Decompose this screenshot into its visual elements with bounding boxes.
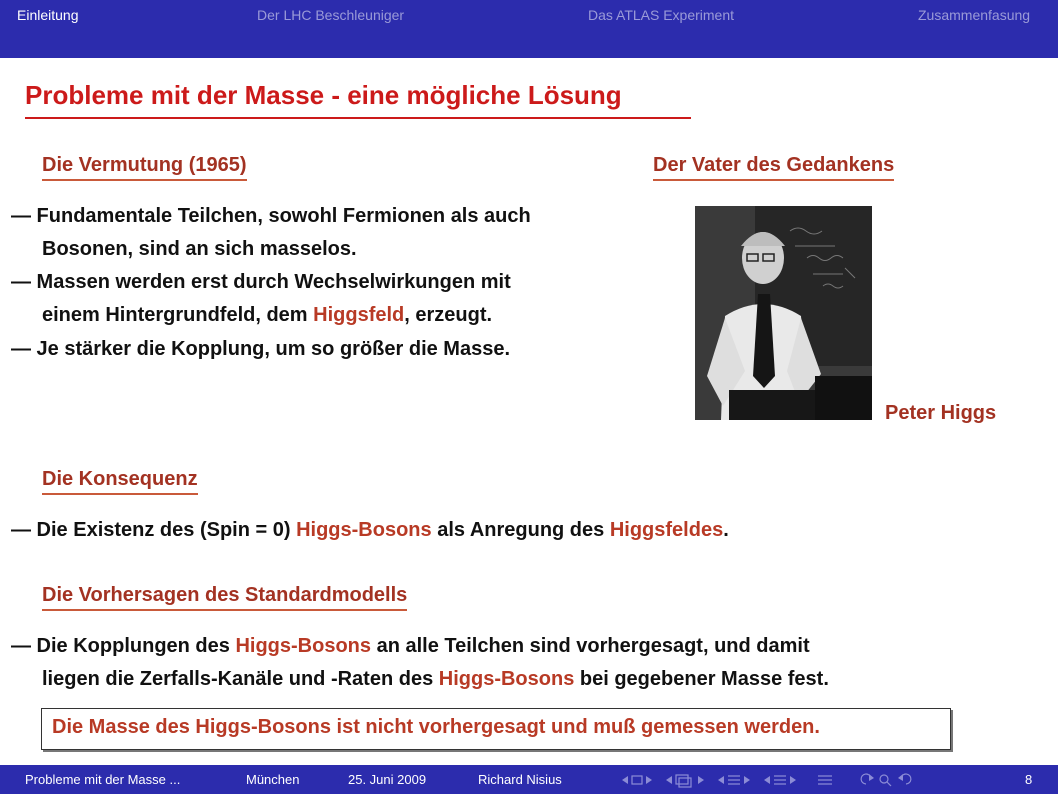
highlight-higgsfeldes: Higgsfeldes bbox=[609, 519, 724, 541]
undo-icon[interactable] bbox=[861, 774, 874, 784]
heading-vermutung: Die Vermutung (1965) bbox=[42, 154, 247, 181]
footer-date: 25. Juni 2009 bbox=[348, 772, 427, 787]
footer-short-title[interactable]: Probleme mit der Masse ... bbox=[25, 772, 181, 787]
beamer-navigation-controls bbox=[620, 769, 990, 791]
konsequenz-text-post: . bbox=[723, 519, 729, 541]
vorhersagen-1-pre: — Die Kopplungen des bbox=[11, 635, 236, 657]
vorhersagen-1-post: an alle Teilchen sind vorhergesagt, und damit bbox=[371, 635, 810, 657]
prev-frame-icon[interactable] bbox=[622, 776, 652, 784]
nav-item-einleitung[interactable]: Einleitung bbox=[17, 7, 79, 23]
prev-section-icon[interactable] bbox=[718, 776, 750, 784]
footer-author: Richard Nisius bbox=[478, 772, 562, 787]
next-section-icon[interactable] bbox=[764, 776, 796, 784]
footer-location: München bbox=[246, 772, 300, 787]
nav-item-lhc[interactable]: Der LHC Beschleuniger bbox=[257, 7, 405, 23]
page-title: Probleme mit der Masse - eine mögliche Lösung bbox=[25, 80, 622, 110]
highlight-higgs-bosons-2: Higgs-Bosons bbox=[235, 635, 372, 657]
portrait-photo bbox=[695, 206, 872, 420]
redo-icon[interactable] bbox=[898, 774, 911, 784]
heading-konsequenz: Die Konsequenz bbox=[42, 468, 198, 495]
vorhersagen-line-2 bbox=[42, 667, 829, 691]
toc-icon[interactable] bbox=[818, 776, 832, 784]
bullet-2-text-post: , erzeugt. bbox=[404, 304, 493, 326]
highlight-higgs-bosons-3: Higgs-Bosons bbox=[438, 668, 575, 690]
highlight-higgsfeld: Higgsfeld bbox=[313, 304, 405, 326]
footer-bar bbox=[0, 765, 1058, 794]
portrait-illustration bbox=[695, 206, 872, 420]
heading-vater: Der Vater des Gedankens bbox=[653, 154, 894, 181]
heading-vorhersagen: Die Vorhersagen des Standardmodells bbox=[42, 584, 407, 611]
top-navigation-bar bbox=[0, 0, 1058, 58]
vorhersagen-2-pre: liegen die Zerfalls-Kanäle und -Raten des bbox=[42, 668, 439, 690]
footer-page-number: 8 bbox=[1025, 772, 1033, 787]
boxed-statement-text: Die Masse des Higgs-Bosons ist nicht vorhergesagt und muß gemessen werden. bbox=[52, 716, 820, 738]
prev-subsection-icon[interactable] bbox=[666, 775, 704, 787]
vorhersagen-2-post: bei gegebener Masse fest. bbox=[574, 668, 829, 690]
bullet-1-line-2: Bosonen, sind an sich masselos. bbox=[42, 238, 357, 260]
bullet-2-line-1: — Massen werden erst durch Wechselwirkungen mit bbox=[11, 271, 511, 293]
nav-item-atlas[interactable]: Das ATLAS Experiment bbox=[588, 7, 735, 23]
bullet-2-text-pre: einem Hintergrundfeld, dem bbox=[42, 304, 314, 326]
bullet-1-line-1: — Fundamentale Teilchen, sowohl Fermionen als auch bbox=[11, 205, 531, 227]
konsequenz-text-pre: — Die Existenz des (Spin = 0) bbox=[11, 519, 297, 541]
title-underline bbox=[25, 117, 691, 119]
highlight-higgs-bosons: Higgs-Bosons bbox=[296, 519, 432, 541]
konsequenz-text-mid: als Anregung des bbox=[431, 519, 610, 541]
bullet-3: — Je stärker die Kopplung, um so größer die Masse. bbox=[11, 338, 511, 360]
vorhersagen-line-1 bbox=[11, 634, 810, 658]
konsequenz-line bbox=[11, 518, 729, 542]
nav-item-zusammenfassung[interactable]: Zusammenfasung bbox=[918, 7, 1031, 23]
boxed-statement bbox=[41, 708, 951, 750]
search-icon[interactable] bbox=[880, 775, 891, 786]
photo-caption: Peter Higgs bbox=[885, 402, 997, 424]
bullet-2-line-2 bbox=[42, 303, 492, 327]
